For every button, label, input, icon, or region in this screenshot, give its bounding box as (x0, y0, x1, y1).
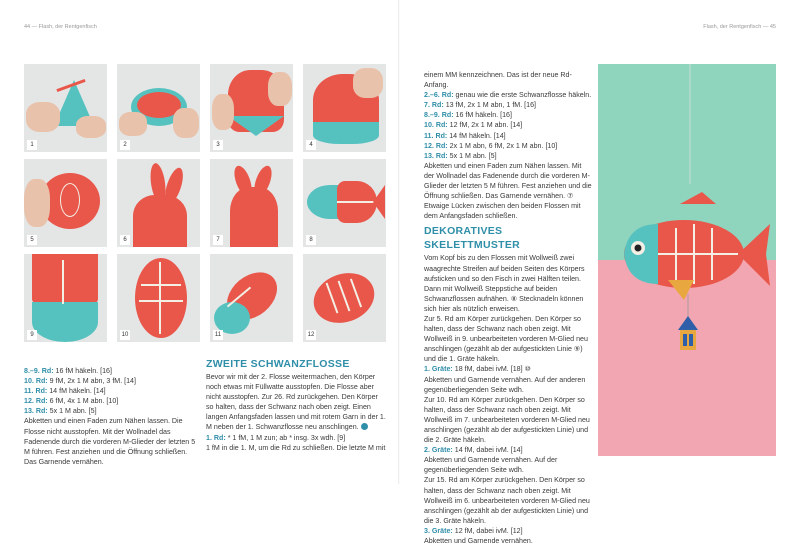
pattern-paragraph: Abketten und Garnende vernähen. Auf der gegenüberliegenden Seite wdh. (424, 456, 558, 475)
step-photo-5 (24, 159, 107, 247)
pattern-paragraph: einem MM kennzeichnen. Das ist der neue Rd-Anfang. (424, 71, 572, 90)
pattern-row: 1. Rd: * 1 fM, 1 M zun; ab * insg. 3x wdh. [9] (206, 433, 346, 442)
second-tail-fin-section (206, 357, 386, 453)
step-photo-11 (210, 254, 293, 342)
pattern-row: 8.–9. Rd: 16 fM häkeln. [16] (424, 111, 512, 120)
pattern-paragraph: 1 fM in die 1. M, um die Rd zu schließen. Die letzte M mit (206, 443, 386, 452)
pattern-paragraph: Abketten und einen Faden zum Nähen lassen. Mit der Wollnadel das Fadenende durch die vorderen M-Glieder der letzten 5 M führen. Fest anziehen und die Öffnung schließen. Das Garnende vernähen. ⑦ Etwaige Lücken zwischen den beiden Flossen mit dem Anfangsfaden schließen. (424, 161, 592, 221)
finished-fish-photo (598, 64, 776, 456)
section-heading: DEKORATIVES SKELETTMUSTER (424, 225, 521, 252)
pattern-row: 8.–9. Rd: 16 fM häkeln. [16] (24, 367, 112, 375)
pattern-row: 2. Gräte: 14 fM, dabei ivM. [14] (424, 446, 523, 455)
photo-number: 2 (120, 140, 130, 150)
pattern-row: 13. Rd: 5x 1 M abn. [5] (424, 151, 497, 160)
step-photo-4 (303, 64, 386, 152)
step-photo-9 (24, 254, 107, 342)
photo-number: 4 (306, 140, 316, 150)
right-pattern-column (424, 70, 592, 546)
left-pattern-rows (24, 366, 196, 467)
step-photo-7 (210, 159, 293, 247)
photo-number: 1 (27, 140, 37, 150)
step-photo-1 (24, 64, 107, 152)
section-paragraph: Bevor wir mit der 2. Flosse weitermachen, den Körper noch etwas mit Füllwatte ausstopfen. Die Flosse aber nicht ausstopfen. Zur 26. Rd zurückgehen. Den Körper so halten, dass der Schwanz nach oben zeigt. Einen langen Anfangsfaden lassen und mit rotem Garn in der 1. M neben der 1. Schwanzflosse neu anschlingen. (206, 373, 386, 432)
pattern-row: 11. Rd: 14 fM häkeln. [14] (424, 131, 506, 140)
photo-number: 12 (307, 332, 315, 338)
pattern-paragraph: Zur 15. Rd am Körper zurückgehen. Den Körper so halten, dass der Schwanz nach oben zeigt. Mit Wollweiß im 6. unbearbeiteten vorderen M-Glied neu anschlingen (gezählt ab der aufgestickten Linie) und die 3. Gräte häkeln. (424, 476, 590, 525)
photo-number: 5 (27, 235, 37, 245)
photo-grid (24, 64, 386, 342)
pattern-row: 1. Gräte: 18 fM, dabei ivM. [18] ⑩ (424, 365, 531, 374)
pattern-row: 10. Rd: 9 fM, 2x 1 M abn, 3 fM. [14] (24, 377, 136, 386)
step-photo-2 (117, 64, 200, 152)
pattern-row: 3. Gräte: 12 fM, dabei ivM. [12] (424, 526, 523, 535)
pattern-paragraph: Zur 5. Rd am Körper zurückgehen. Den Körper so halten, dass der Schwanz nach oben zeigt. Mit Wollweiß in 9. unbearbeiteten vorderen M-Glied neu anschlingen (gezählt ab der aufgestickten Linie ⑨) und die 1. Gräte häkeln. (424, 314, 588, 364)
running-head-right: Flash, der Rentgenfisch — 45 (703, 24, 776, 30)
pattern-row: 2.–6. Rd: genau wie die erste Schwanzflosse häkeln. (424, 91, 592, 100)
pattern-paragraph: Abketten und einen Faden zum Nähen lassen. Die Flosse nicht ausstopfen. Mit der Wollnadel das Fadenende durch die vorderen M-Glieder der letzten 5 M führen. Fest anziehen und die Öffnung schließen. Das Garnende vernähen. (24, 417, 196, 466)
pattern-row: 10. Rd: 12 fM, 2x 1 M abn. [14] (424, 121, 523, 130)
step-photo-8 (303, 159, 386, 247)
pattern-row: 7. Rd: 13 fM, 2x 1 M abn, 1 fM. [16] (424, 101, 536, 110)
step-badge-icon (361, 423, 368, 430)
step-photo-10 (117, 254, 200, 342)
step-photo-3 (210, 64, 293, 152)
photo-number: 6 (120, 235, 130, 245)
pattern-row: 12. Rd: 2x 1 M abn, 6 fM, 2x 1 M abn. [10] (424, 141, 558, 150)
left-page (0, 0, 400, 484)
pattern-paragraph: Abketten und Garnende vernähen. Auf der anderen gegenüberliegenden Seite wdh. (424, 375, 586, 394)
step-photo-6 (117, 159, 200, 247)
photo-number: 3 (213, 140, 223, 150)
photo-number: 11 (214, 332, 222, 338)
section-heading: ZWEITE SCHWANZFLOSSE (206, 358, 350, 370)
pattern-paragraph: Zur 10. Rd am Körper zurückgehen. Den Körper so halten, dass der Schwanz nach oben zeigt. Mit Wollweiß im 7. unbearbeiteten vorderen M-Glied neu anschlingen (gezählt ab der aufgestickten Linie) und die 2. Gräte häkeln. (424, 395, 590, 445)
pattern-paragraph: Abketten und Garnende vernähen. (424, 537, 533, 546)
photo-number: 7 (213, 235, 223, 245)
pattern-row: 11. Rd: 14 fM häkeln. [14] (24, 387, 106, 396)
running-head-left: 44 — Flash, der Rentgenfisch (24, 24, 97, 30)
step-photo-12 (303, 254, 386, 342)
photo-number: 9 (27, 330, 37, 340)
pattern-row: 13. Rd: 5x 1 M abn. [5] (24, 407, 97, 416)
crochet-fish-illustration (598, 64, 776, 456)
photo-number: 10 (121, 332, 129, 338)
pattern-paragraph: Vom Kopf bis zu den Flossen mit Wollweiß zwei waagrechte Streifen auf beiden Seiten des Körpers aufsticken und so den Fisch in zwei Hälften teilen. Dann mit Wollweiß Steppstiche auf beiden Schwanzflossen aufnähen. ⑧ Stecknadeln können sich hier als nützlich erweisen. (424, 254, 585, 313)
photo-number: 8 (306, 235, 316, 245)
pattern-row: 12. Rd: 6 fM, 4x 1 M abn. [10] (24, 397, 119, 406)
